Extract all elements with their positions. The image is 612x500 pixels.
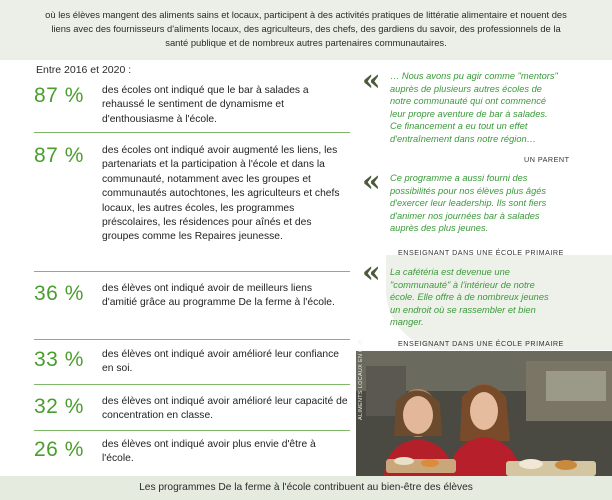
quote-attribution: ENSEIGNANT DANS UNE ÉCOLE PRIMAIRE <box>398 248 564 257</box>
quote-text: La cafétéria est devenue une "communauté" à l'intérieur de notre école. Elle offre à de nombreux jeunes un endroit où se rassembler et bien manger. <box>390 267 549 328</box>
divider <box>34 384 350 385</box>
divider <box>34 132 350 133</box>
stat-percent: 32 % <box>34 395 84 418</box>
footer-text: Les programmes De la ferme à l'école contribuent au bien-être des élèves <box>139 482 473 493</box>
stat-percent: 87 % <box>34 144 84 167</box>
intro-panel <box>0 0 612 60</box>
photo-credit: ALIMENTS LOCAUX EN C.-B. <box>358 337 364 420</box>
footer-panel <box>0 476 612 500</box>
stat-percent: 26 % <box>34 438 84 461</box>
students-photo-illustration <box>356 351 612 476</box>
stat-description: des écoles ont indiqué que le bar à salades a rehaussé le sentiment de dynamisme et d'enthousiasme à l'école. <box>102 85 309 125</box>
stat-percent: 36 % <box>34 282 84 305</box>
stat-description: des élèves ont indiqué avoir amélioré leur capacité de concentration en classe. <box>102 396 348 422</box>
quote-mark-icon: « <box>362 164 381 199</box>
quote-text: … Nous avons pu agir comme "mentors" auprès de plusieurs autres écoles de notre communauté qui ont commencé leur propre aventure de bar à salades. Ce financement a eu tout un effet d'entraînement dans notre région… <box>390 71 558 144</box>
period-label: Entre 2016 et 2020 : <box>36 64 132 76</box>
quote-mark-icon: « <box>362 63 381 98</box>
quote-attribution: ENSEIGNANT DANS UNE ÉCOLE PRIMAIRE <box>398 339 564 348</box>
stat-percent: 33 % <box>34 348 84 371</box>
quote-text: Ce programme a aussi fourni des possibilités pour nos élèves plus âgés d'exercer leur leadership. Ils sont fiers d'animer nos journées bar à salades auprès des plus jeunes. <box>390 173 547 234</box>
stat-description: des élèves ont indiqué avoir amélioré leur confiance en soi. <box>102 349 339 375</box>
stat-description: des élèves ont indiqué avoir de meilleurs liens d'amitié grâce au programme De la ferme à l'école. <box>102 283 335 309</box>
quote-mark-icon: « <box>362 255 381 290</box>
quote-attribution: UN PARENT <box>524 155 570 164</box>
intro-text: où les élèves mangent des aliments sains et locaux, participent à des activités pratiques de littératie alimentaire et nouent des liens avec des fournisseurs d'aliments locaux, des agriculteurs, des chefs, des gardiens du savoir, des professionnels de la santé publique et de nombreux autres partenaires communautaires. <box>45 9 567 48</box>
divider <box>34 430 350 431</box>
stat-description: des élèves ont indiqué avoir plus envie d'être à l'école. <box>102 439 316 465</box>
students-photo <box>356 351 612 476</box>
divider <box>34 339 350 340</box>
divider <box>34 271 350 272</box>
stat-description: des écoles ont indiqué avoir augmenté les liens, les partenariats et la participation à l'école et dans la communauté, notamment avec les groupes et communautés autochtones, les agriculteurs et chefs locaux, les autres écoles, les programmes préscolaires, les résidences pour aînés et des groupes comme les Repaires jeunesse. <box>102 145 340 243</box>
stat-percent: 87 % <box>34 84 84 107</box>
